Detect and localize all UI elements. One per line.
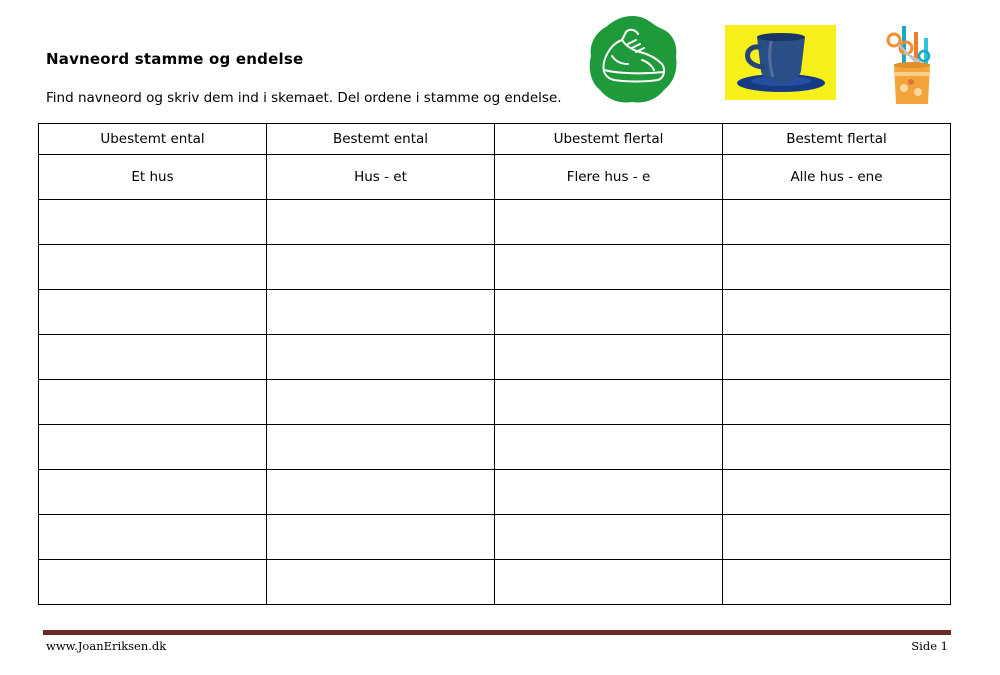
- write-in-cell[interactable]: [267, 470, 495, 515]
- example-row: [39, 155, 951, 200]
- footer-page-number: Side 1: [911, 639, 948, 653]
- footer-website: www.JoanEriksen.dk: [46, 639, 167, 653]
- header-cell: Ubestemt ental: [39, 124, 267, 155]
- cup-and-saucer-illustration: [725, 25, 836, 100]
- table-row: [39, 470, 951, 515]
- write-in-cell[interactable]: [267, 515, 495, 560]
- write-in-cell[interactable]: [39, 380, 267, 425]
- write-in-cell[interactable]: [723, 335, 951, 380]
- worksheet-title: Navneord stamme og endelse: [46, 50, 304, 68]
- example-cell: Flere hus - e: [495, 155, 723, 200]
- write-in-cell[interactable]: [723, 200, 951, 245]
- write-in-cell[interactable]: [495, 335, 723, 380]
- write-in-cell[interactable]: [495, 425, 723, 470]
- write-in-cell[interactable]: [723, 245, 951, 290]
- example-cell: Alle hus - ene: [723, 155, 951, 200]
- table-header-row: [39, 124, 951, 155]
- write-in-cell[interactable]: [267, 245, 495, 290]
- write-in-cell[interactable]: [723, 425, 951, 470]
- header-cell: Bestemt flertal: [723, 124, 951, 155]
- write-in-cell[interactable]: [495, 515, 723, 560]
- write-in-cell[interactable]: [495, 560, 723, 605]
- write-in-cell[interactable]: [39, 290, 267, 335]
- write-in-cell[interactable]: [495, 470, 723, 515]
- footer-rule: [43, 630, 951, 635]
- write-in-cell[interactable]: [267, 380, 495, 425]
- write-in-cell[interactable]: [39, 470, 267, 515]
- table-row: [39, 425, 951, 470]
- write-in-cell[interactable]: [723, 380, 951, 425]
- write-in-cell[interactable]: [39, 560, 267, 605]
- table-row: [39, 380, 951, 425]
- write-in-cell[interactable]: [267, 560, 495, 605]
- table-row: [39, 200, 951, 245]
- write-in-cell[interactable]: [39, 335, 267, 380]
- write-in-cell[interactable]: [495, 245, 723, 290]
- write-in-cell[interactable]: [495, 200, 723, 245]
- write-in-cell[interactable]: [723, 560, 951, 605]
- noun-table: [38, 123, 951, 605]
- write-in-cell[interactable]: [39, 245, 267, 290]
- table-row: [39, 245, 951, 290]
- table-row: [39, 335, 951, 380]
- table-row: [39, 290, 951, 335]
- write-in-cell[interactable]: [267, 425, 495, 470]
- write-in-cell[interactable]: [267, 290, 495, 335]
- write-in-cell[interactable]: [723, 515, 951, 560]
- write-in-cell[interactable]: [723, 290, 951, 335]
- pencil-cup-illustration: [884, 22, 940, 108]
- write-in-cell[interactable]: [267, 200, 495, 245]
- example-cell: Et hus: [39, 155, 267, 200]
- table-row: [39, 515, 951, 560]
- write-in-cell[interactable]: [39, 515, 267, 560]
- header-cell: Bestemt ental: [267, 124, 495, 155]
- write-in-cell[interactable]: [39, 425, 267, 470]
- write-in-cell[interactable]: [39, 200, 267, 245]
- example-cell: Hus - et: [267, 155, 495, 200]
- table-row: [39, 560, 951, 605]
- write-in-cell[interactable]: [267, 335, 495, 380]
- header-cell: Ubestemt flertal: [495, 124, 723, 155]
- write-in-cell[interactable]: [495, 290, 723, 335]
- write-in-cell[interactable]: [495, 380, 723, 425]
- worksheet-instruction: Find navneord og skriv dem ind i skemaet. Del ordene i stamme og endelse.: [46, 90, 562, 106]
- sneaker-illustration: [586, 12, 680, 106]
- write-in-cell[interactable]: [723, 470, 951, 515]
